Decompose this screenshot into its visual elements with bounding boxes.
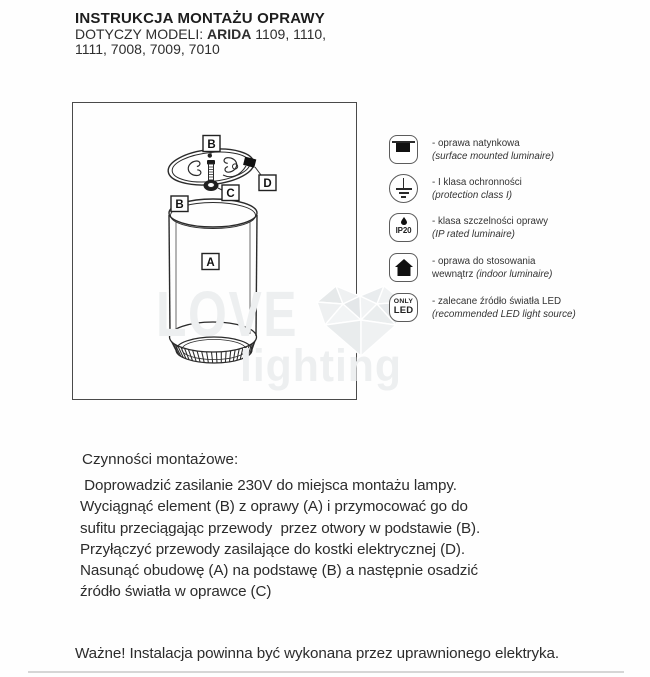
legend-label-en: (IP rated luminaire) bbox=[432, 228, 515, 240]
legend-text bbox=[432, 135, 554, 163]
only-text: ONLY bbox=[393, 298, 414, 305]
only-led-icon bbox=[389, 293, 418, 322]
label-b-left: B bbox=[175, 199, 184, 211]
label-a: A bbox=[206, 257, 215, 269]
legend-label-en: (recommended LED light source) bbox=[432, 308, 576, 320]
model-list bbox=[75, 27, 326, 57]
legend-label-en: (surface mounted luminaire) bbox=[432, 150, 554, 162]
legend-label-pl: - zalecane źródło światła LED bbox=[432, 296, 562, 307]
drop-icon bbox=[401, 217, 407, 225]
step-line: Przyłączyć przewody zasilające do kostki elektrycznej (D). bbox=[80, 540, 465, 558]
legend-label-pl2: wewnątrz bbox=[432, 268, 477, 280]
legend-label-pl: - oprawa natynkowa bbox=[432, 138, 520, 149]
legend-row-protection-class bbox=[389, 174, 629, 203]
steps-heading: Czynności montażowe: bbox=[82, 451, 239, 468]
model-name: ARIDA bbox=[206, 26, 252, 42]
legend-row-only-led bbox=[389, 293, 629, 322]
legend-row-surface-mounted bbox=[389, 135, 629, 164]
legend-text bbox=[432, 174, 522, 202]
house-icon bbox=[394, 258, 414, 278]
watermark-lighting-text: lighting bbox=[240, 340, 402, 391]
label-d: D bbox=[263, 178, 272, 190]
fixture-block bbox=[396, 143, 410, 152]
step-line: Nasunąć obudowę (A) na podstawę (B) a następnie osadzić bbox=[80, 562, 479, 580]
warning-text: Ważne! Instalacja powinna być wykonana przez uprawnionego elektryka. bbox=[75, 645, 559, 662]
legend-label-en: (protection class I) bbox=[432, 189, 513, 201]
only-led-icon-label bbox=[390, 298, 417, 316]
legend-text bbox=[432, 293, 576, 321]
legend-text bbox=[432, 213, 548, 241]
model-list-prefix: DOTYCZY MODELI: bbox=[75, 26, 207, 42]
housing-cylinder bbox=[169, 199, 257, 363]
model-numbers-1: 1109, 1110, bbox=[251, 26, 327, 42]
protection-class-icon bbox=[389, 174, 418, 203]
step-line: sufitu przeciągając przewody przez otwory w podstawie (B). bbox=[80, 519, 481, 537]
page-title: INSTRUKCJA MONTAŻU OPRAWY bbox=[75, 10, 325, 27]
legend-row-ip20 bbox=[389, 213, 629, 242]
watermark-love-text: LOVE bbox=[156, 278, 299, 350]
model-list-line1 bbox=[75, 27, 326, 42]
led-text: LED bbox=[393, 305, 414, 316]
ground-stem bbox=[403, 178, 405, 188]
legend-label-pl: - oprawa do stosowania bbox=[432, 256, 536, 267]
ground-bar-1 bbox=[396, 188, 412, 190]
step-line: źródło światła w oprawce (C) bbox=[80, 583, 272, 601]
indoor-icon bbox=[389, 253, 418, 282]
legend-row-indoor bbox=[389, 253, 629, 282]
steps-paragraph bbox=[80, 475, 480, 603]
page-bottom-rule bbox=[28, 671, 624, 673]
surface-mounted-icon bbox=[389, 135, 418, 164]
step-line: Doprowadzić zasilanie 230V do miejsca montażu lampy. bbox=[80, 477, 457, 494]
ground-bar-2 bbox=[399, 192, 409, 194]
model-list-line2: 1111, 7008, 7009, 7010 bbox=[75, 41, 220, 57]
legend-label-pl: - I klasa ochronności bbox=[432, 177, 522, 188]
legend-label-pl: - klasa szczelności oprawy bbox=[432, 216, 548, 227]
step-line: Wyciągnąć element (B) z oprawy (A) i przymocować go do bbox=[80, 498, 468, 516]
label-b-top: B bbox=[207, 139, 216, 151]
ip20-icon-label: IP20 bbox=[395, 226, 412, 235]
label-c: C bbox=[226, 188, 235, 200]
legend-text bbox=[432, 253, 552, 281]
ip20-icon bbox=[389, 213, 418, 242]
ground-bar-3 bbox=[401, 196, 406, 198]
legend-label-en: (indoor luminaire) bbox=[476, 268, 553, 280]
